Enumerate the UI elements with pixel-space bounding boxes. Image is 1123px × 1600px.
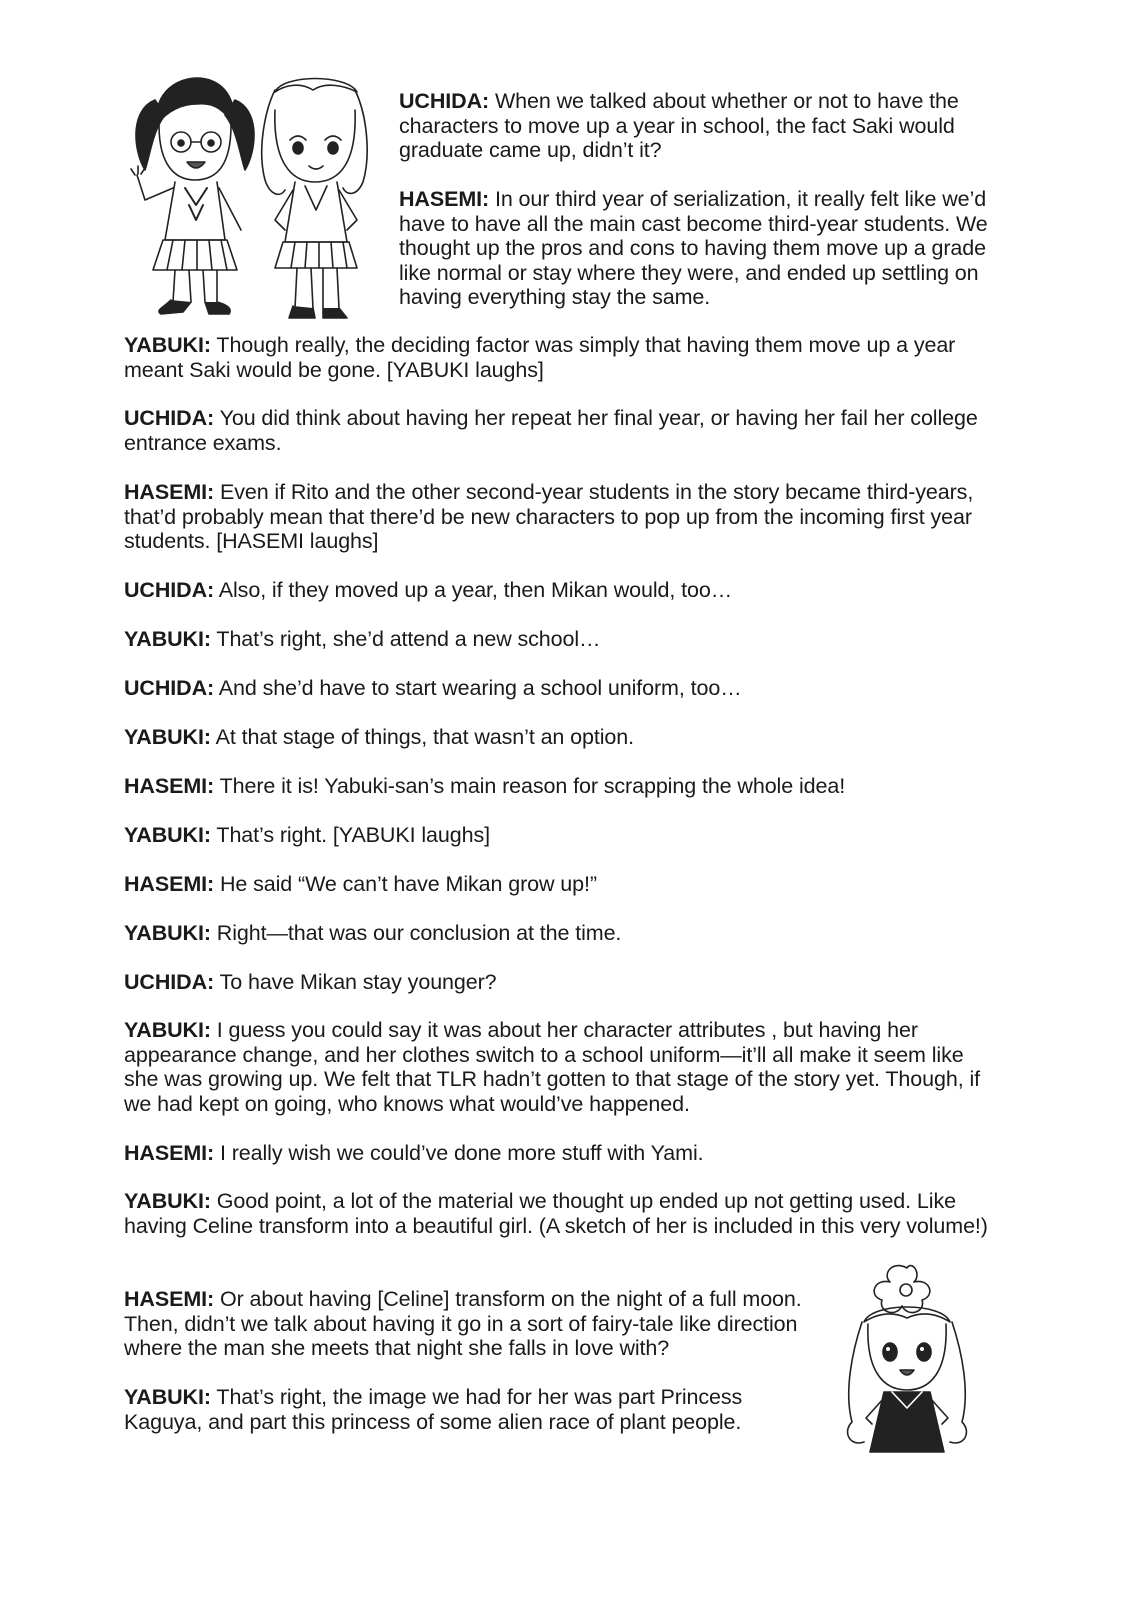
dialogue-text: Even if Rito and the other second-year students in the story became third-years, that’d probably mean that there’d be new characters to pop up from the incoming first year students. [HASEMI laughs] — [124, 480, 974, 553]
dialogue-text: You did think about having her repeat her final year, or having her fail her college entrance exams. — [124, 406, 978, 455]
dialogue-line — [124, 1189, 994, 1238]
speaker-name: YABUKI: — [124, 333, 211, 357]
dialogue-line — [124, 921, 994, 946]
dialogue-line — [124, 823, 994, 848]
dialogue-line — [124, 1287, 844, 1361]
speaker-name: YABUKI: — [124, 725, 211, 749]
dialogue-line — [124, 480, 994, 554]
dialogue-text: Right—that was our conclusion at the time. — [216, 921, 622, 945]
dialogue-line — [399, 89, 1009, 163]
speaker-name: UCHIDA: — [124, 406, 215, 430]
dialogue-line — [124, 333, 994, 382]
dialogue-line — [124, 872, 994, 897]
speaker-name: YABUKI: — [124, 1189, 211, 1213]
dialogue-text: Or about having [Celine] transform on the night of a full moon. Then, didn’t we talk about having it go in a sort of fairy-tale like direction where the man she meets that night she falls in love with? — [124, 1287, 802, 1360]
speaker-name: UCHIDA: — [124, 578, 215, 602]
dialogue-text: I really wish we could’ve done more stuff with Yami. — [219, 1141, 704, 1165]
dialogue-line — [124, 578, 994, 603]
dialogue-line — [124, 676, 994, 701]
dialogue-text: I guess you could say it was about her character attributes , but having her appearance change, and her clothes switch to a school uniform—it’ll all make it seem like she was growing up. We felt that TLR hadn’t gotten to that stage of the story yet. Though, if we had kept on going, who knows what would’ve happened. — [124, 1018, 980, 1116]
dialogue-text: At that stage of things, that wasn’t an option. — [215, 725, 635, 749]
two-schoolgirls-illustration — [125, 70, 385, 325]
speaker-name: UCHIDA: — [399, 89, 490, 113]
celine-illustration — [822, 1262, 992, 1462]
dialogue-line — [124, 1141, 994, 1166]
dialogue-line — [124, 970, 994, 995]
dialogue-text: Also, if they moved up a year, then Mikan would, too… — [218, 578, 733, 602]
speaker-name: YABUKI: — [124, 823, 211, 847]
speaker-name: HASEMI: — [124, 1141, 215, 1165]
dialogue-line — [124, 1018, 994, 1116]
girl-with-wavy-hair-figure — [262, 79, 367, 319]
dialogue-text: That’s right. [YABUKI laughs] — [216, 823, 490, 847]
dialogue-text: And she’d have to start wearing a school uniform, too… — [218, 676, 742, 700]
speaker-name: HASEMI: — [124, 480, 215, 504]
dialogue-text: Though really, the deciding factor was simply that having them move up a year meant Saki would be gone. [YABUKI laughs] — [124, 333, 956, 382]
speaker-name: YABUKI: — [124, 921, 211, 945]
speaker-name: HASEMI: — [124, 872, 215, 896]
dialogue-line — [124, 774, 994, 799]
dialogue-text: He said “We can’t have Mikan grow up!” — [219, 872, 597, 896]
speaker-name: UCHIDA: — [124, 676, 215, 700]
dialogue-text: There it is! Yabuki-san’s main reason for scrapping the whole idea! — [219, 774, 846, 798]
speaker-name: YABUKI: — [124, 627, 211, 651]
dialogue-text: To have Mikan stay younger? — [219, 970, 497, 994]
speaker-name: YABUKI: — [124, 1385, 211, 1409]
speaker-name: HASEMI: — [124, 1287, 215, 1311]
speaker-name: HASEMI: — [399, 187, 490, 211]
speaker-name: HASEMI: — [124, 774, 215, 798]
dialogue-text: Good point, a lot of the material we thought up ended up not getting used. Like having Celine transform into a beautiful girl. (A sketch of her is included in this very volume!) — [124, 1189, 988, 1238]
dialogue-line — [399, 187, 1009, 310]
speaker-name: YABUKI: — [124, 1018, 211, 1042]
dialogue-line — [124, 725, 994, 750]
dialogue-text: That’s right, she’d attend a new school… — [216, 627, 601, 651]
girl-with-glasses-figure — [131, 78, 254, 314]
dialogue-text: That’s right, the image we had for her was part Princess Kaguya, and part this princess of some alien race of plant people. — [124, 1385, 743, 1434]
dialogue-text: When we talked about whether or not to have the characters to move up a year in school, the fact Saki would graduate came up, didn’t it? — [399, 89, 959, 162]
speaker-name: UCHIDA: — [124, 970, 215, 994]
dialogue-line — [124, 406, 994, 455]
dialogue-text: In our third year of serialization, it really felt like we’d have to have all the main cast become third-year students. We thought up the pros and cons to having them move up a grade like normal or stay where they were, and ended up settling on having everything stay the same. — [399, 187, 988, 309]
dialogue-line — [124, 627, 994, 652]
dialogue-line — [124, 1385, 804, 1434]
